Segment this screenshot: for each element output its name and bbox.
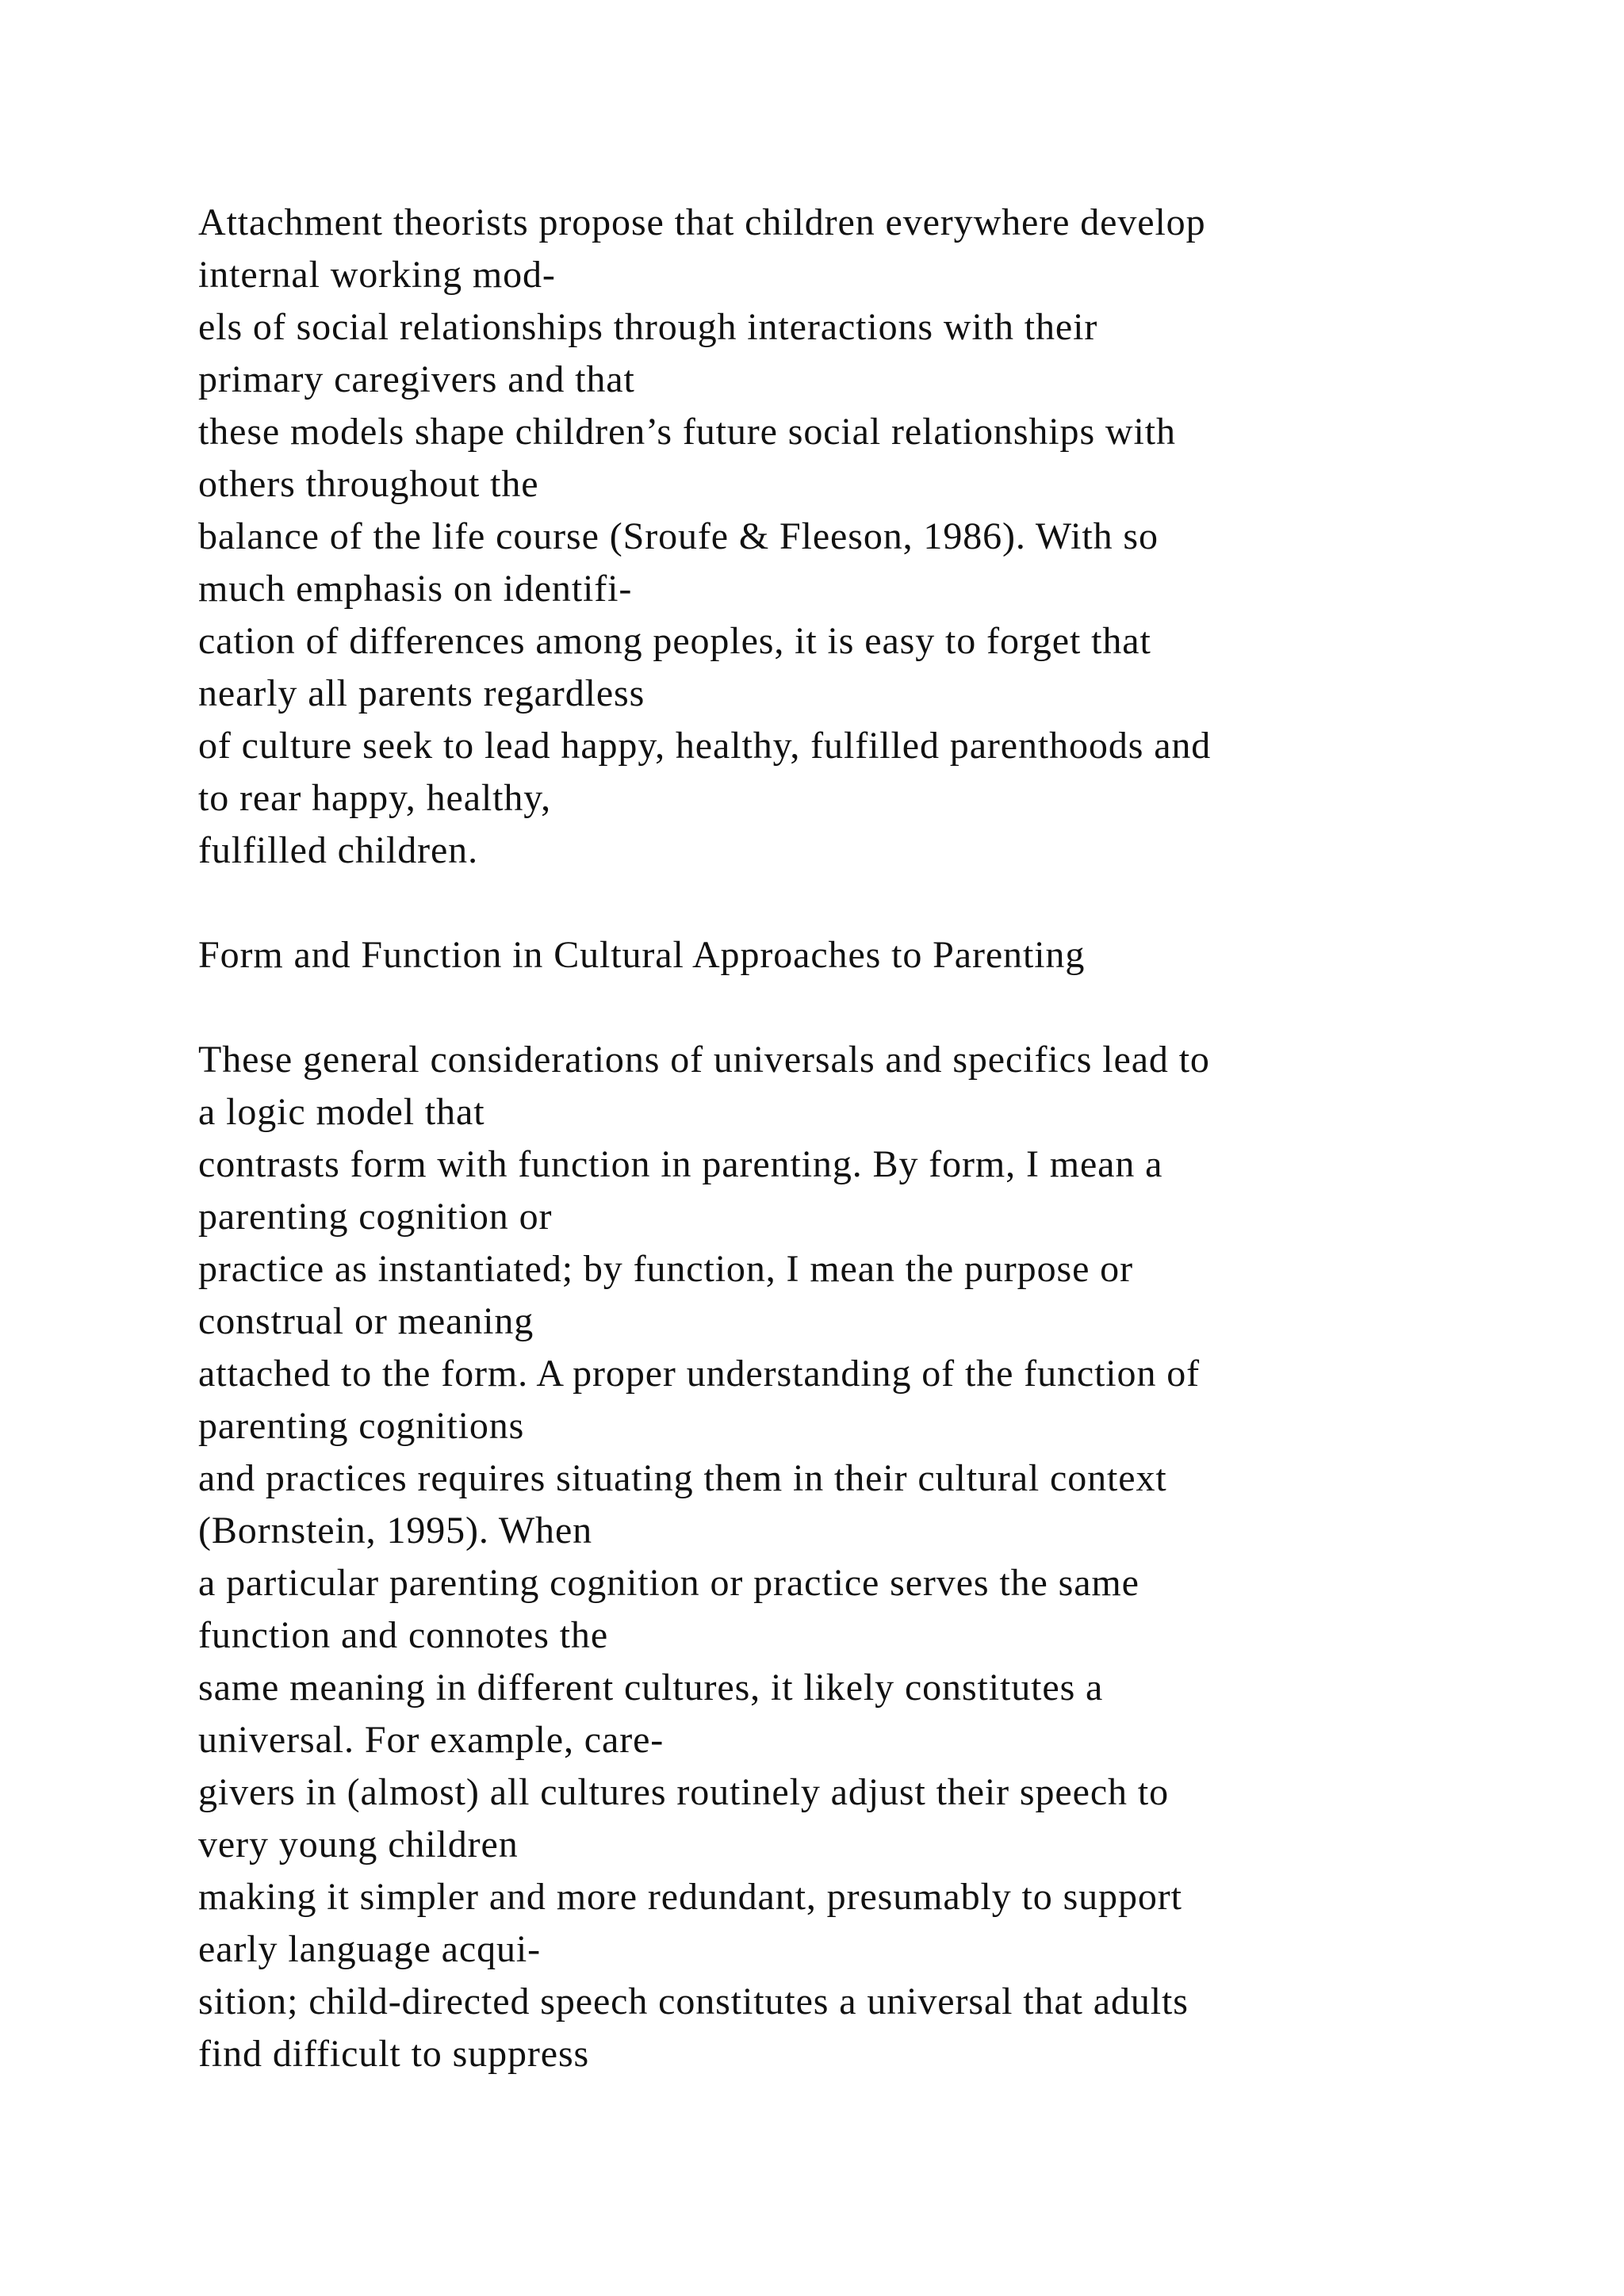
text-line: to rear happy, healthy, [198, 777, 551, 819]
text-line: same meaning in different cultures, it likely constitutes a [198, 1667, 1104, 1709]
text-line: Attachment theorists propose that children everywhere develop [198, 201, 1206, 243]
text-line: nearly all parents regardless [198, 672, 645, 714]
text-line: and practices requires situating them in their cultural context [198, 1457, 1167, 1499]
text-line: a particular parenting cognition or practice serves the same [198, 1562, 1139, 1604]
text-line: sition; child-directed speech constitutes a universal that adults [198, 1980, 1189, 2022]
text-line: find difficult to suppress [198, 2033, 590, 2075]
text-line: els of social relationships through interactions with their [198, 306, 1098, 348]
text-line: parenting cognitions [198, 1405, 525, 1447]
paragraph-form-function [198, 1034, 1546, 2080]
paragraph-attachment [198, 197, 1546, 877]
text-line: construal or meaning [198, 1300, 534, 1342]
text-line: very young children [198, 1823, 519, 1866]
text-line: making it simpler and more redundant, presumably to support [198, 1876, 1182, 1918]
text-line: these models shape children’s future social relationships with [198, 411, 1176, 453]
text-line: primary caregivers and that [198, 358, 635, 400]
text-line: others throughout the [198, 463, 539, 505]
text-line: parenting cognition or [198, 1196, 553, 1238]
text-line: early language acqui- [198, 1928, 542, 1970]
text-line: fulfilled children. [198, 829, 478, 871]
text-line: practice as instantiated; by function, I mean the purpose or [198, 1248, 1133, 1290]
text-line: givers in (almost) all cultures routinely adjust their speech to [198, 1771, 1169, 1813]
text-line: attached to the form. A proper understanding of the function of [198, 1353, 1201, 1395]
text-line: function and connotes the [198, 1614, 609, 1656]
text-line: a logic model that [198, 1091, 485, 1133]
text-line: much emphasis on identifi- [198, 568, 633, 610]
text-line: universal. For example, care- [198, 1719, 665, 1761]
text-line: contrasts form with function in parenting. By form, I mean a [198, 1143, 1163, 1185]
text-line: cation of differences among peoples, it is easy to forget that [198, 620, 1151, 662]
heading-text: Form and Function in Cultural Approaches to Parenting [198, 934, 1086, 976]
text-line: These general considerations of universals and specifics lead to [198, 1039, 1210, 1081]
text-line: internal working mod- [198, 254, 556, 296]
text-line: (Bornstein, 1995). When [198, 1510, 593, 1552]
text-line: balance of the life course (Sroufe & Fleeson, 1986). With so [198, 515, 1159, 557]
text-line: of culture seek to lead happy, healthy, fulfilled parenthoods and [198, 725, 1212, 767]
section-heading [198, 929, 1546, 982]
